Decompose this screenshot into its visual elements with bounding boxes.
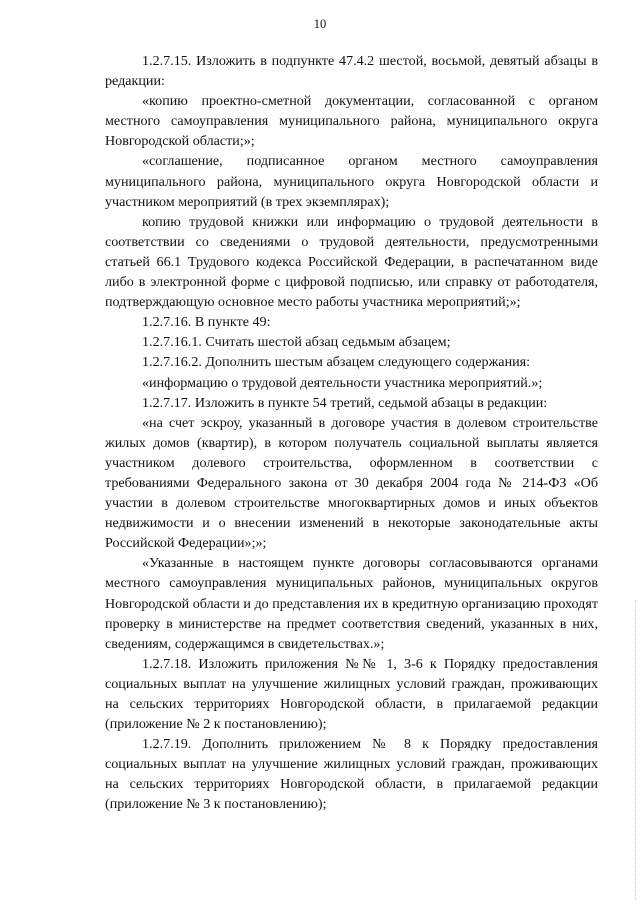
scan-edge-mark (634, 600, 636, 900)
paragraph-employment-record: копию трудовой книжки или информацию о трудовой деятельности в соответствии со сведениями о трудовой деятельности, предусмотренными статьей 66.1 Трудового кодекса Российской Федерации, в распечатанном виде либо в электронной форме с цифровой подписью, или справку от работодателя, подтверждающую основное место работы участника мероприятий;»; (105, 213, 598, 311)
paragraph-1-2-7-19: 1.2.7.19. Дополнить приложением № 8 к Порядку предоставления социальных выплат на улучшение жилищных условий граждан, проживающих на сельских территориях Новгородской области, в прилагаемой редакции (приложение № 3 к постановлению); (105, 736, 598, 813)
document-body (105, 51, 598, 815)
paragraph-1-2-7-16-2: 1.2.7.16.2. Дополнить шестым абзацем следующего содержания: (142, 354, 531, 371)
paragraph-quote-escrow: «на счет эскроу, указанный в договоре участия в долевом строительстве жилых домов (квартир), в котором получатель социальной выплаты является участником долевого строительства, оформленном в соответствии с требованиями Федерального закона от 30 декабря 2004 года № 214-ФЗ «Об участии в долевом строительстве многоквартирных домов и иных объектов недвижимости и о внесении изменений в некоторые законодательные акты Российской Федерации»;»; (105, 414, 598, 552)
paragraph-quote-contracts: «Указанные в настоящем пункте договоры согласовываются органами местного самоуправления муниципальных районов, муниципальных округов Новгородской области и до представления их в кредитную организацию проходят проверку в министерстве на предмет соответствия сведений, указанных в них, сведениям, содержащимся в свидетельствах.»; (105, 555, 598, 652)
paragraph-1-2-7-16-1: 1.2.7.16.1. Считать шестой абзац седьмым абзацем; (142, 334, 451, 351)
paragraph-quote-employment-info: «информацию о трудовой деятельности участника мероприятий.»; (142, 374, 543, 391)
paragraph-1-2-7-18: 1.2.7.18. Изложить приложения №№ 1, 3-6 к Порядку предоставления социальных выплат на улучшение жилищных условий граждан, проживающих на сельских территориях Новгородской области, в прилагаемой редакции (приложение № 2 к постановлению); (105, 655, 598, 733)
paragraph-quote-agreement: «соглашение, подписанное органом местного самоуправления муниципального района, муниципального округа Новгородской области и участником мероприятий (в трех экземплярах); (105, 153, 598, 210)
paragraph-quote-design-docs: «копию проектно-сметной документации, согласованной с органом местного самоуправления муниципального района, муниципального округа Новгородской области;»; (105, 93, 598, 150)
paragraph-1-2-7-16: 1.2.7.16. В пункте 49: (142, 314, 271, 331)
paragraph-1-2-7-17: 1.2.7.17. Изложить в пункте 54 третий, седьмой абзацы в редакции: (142, 394, 548, 411)
paragraph-1-2-7-15: 1.2.7.15. Изложить в подпункте 47.4.2 шестой, восьмой, девятый абзацы в редакции: (105, 53, 598, 90)
page-number: 10 (313, 17, 327, 31)
